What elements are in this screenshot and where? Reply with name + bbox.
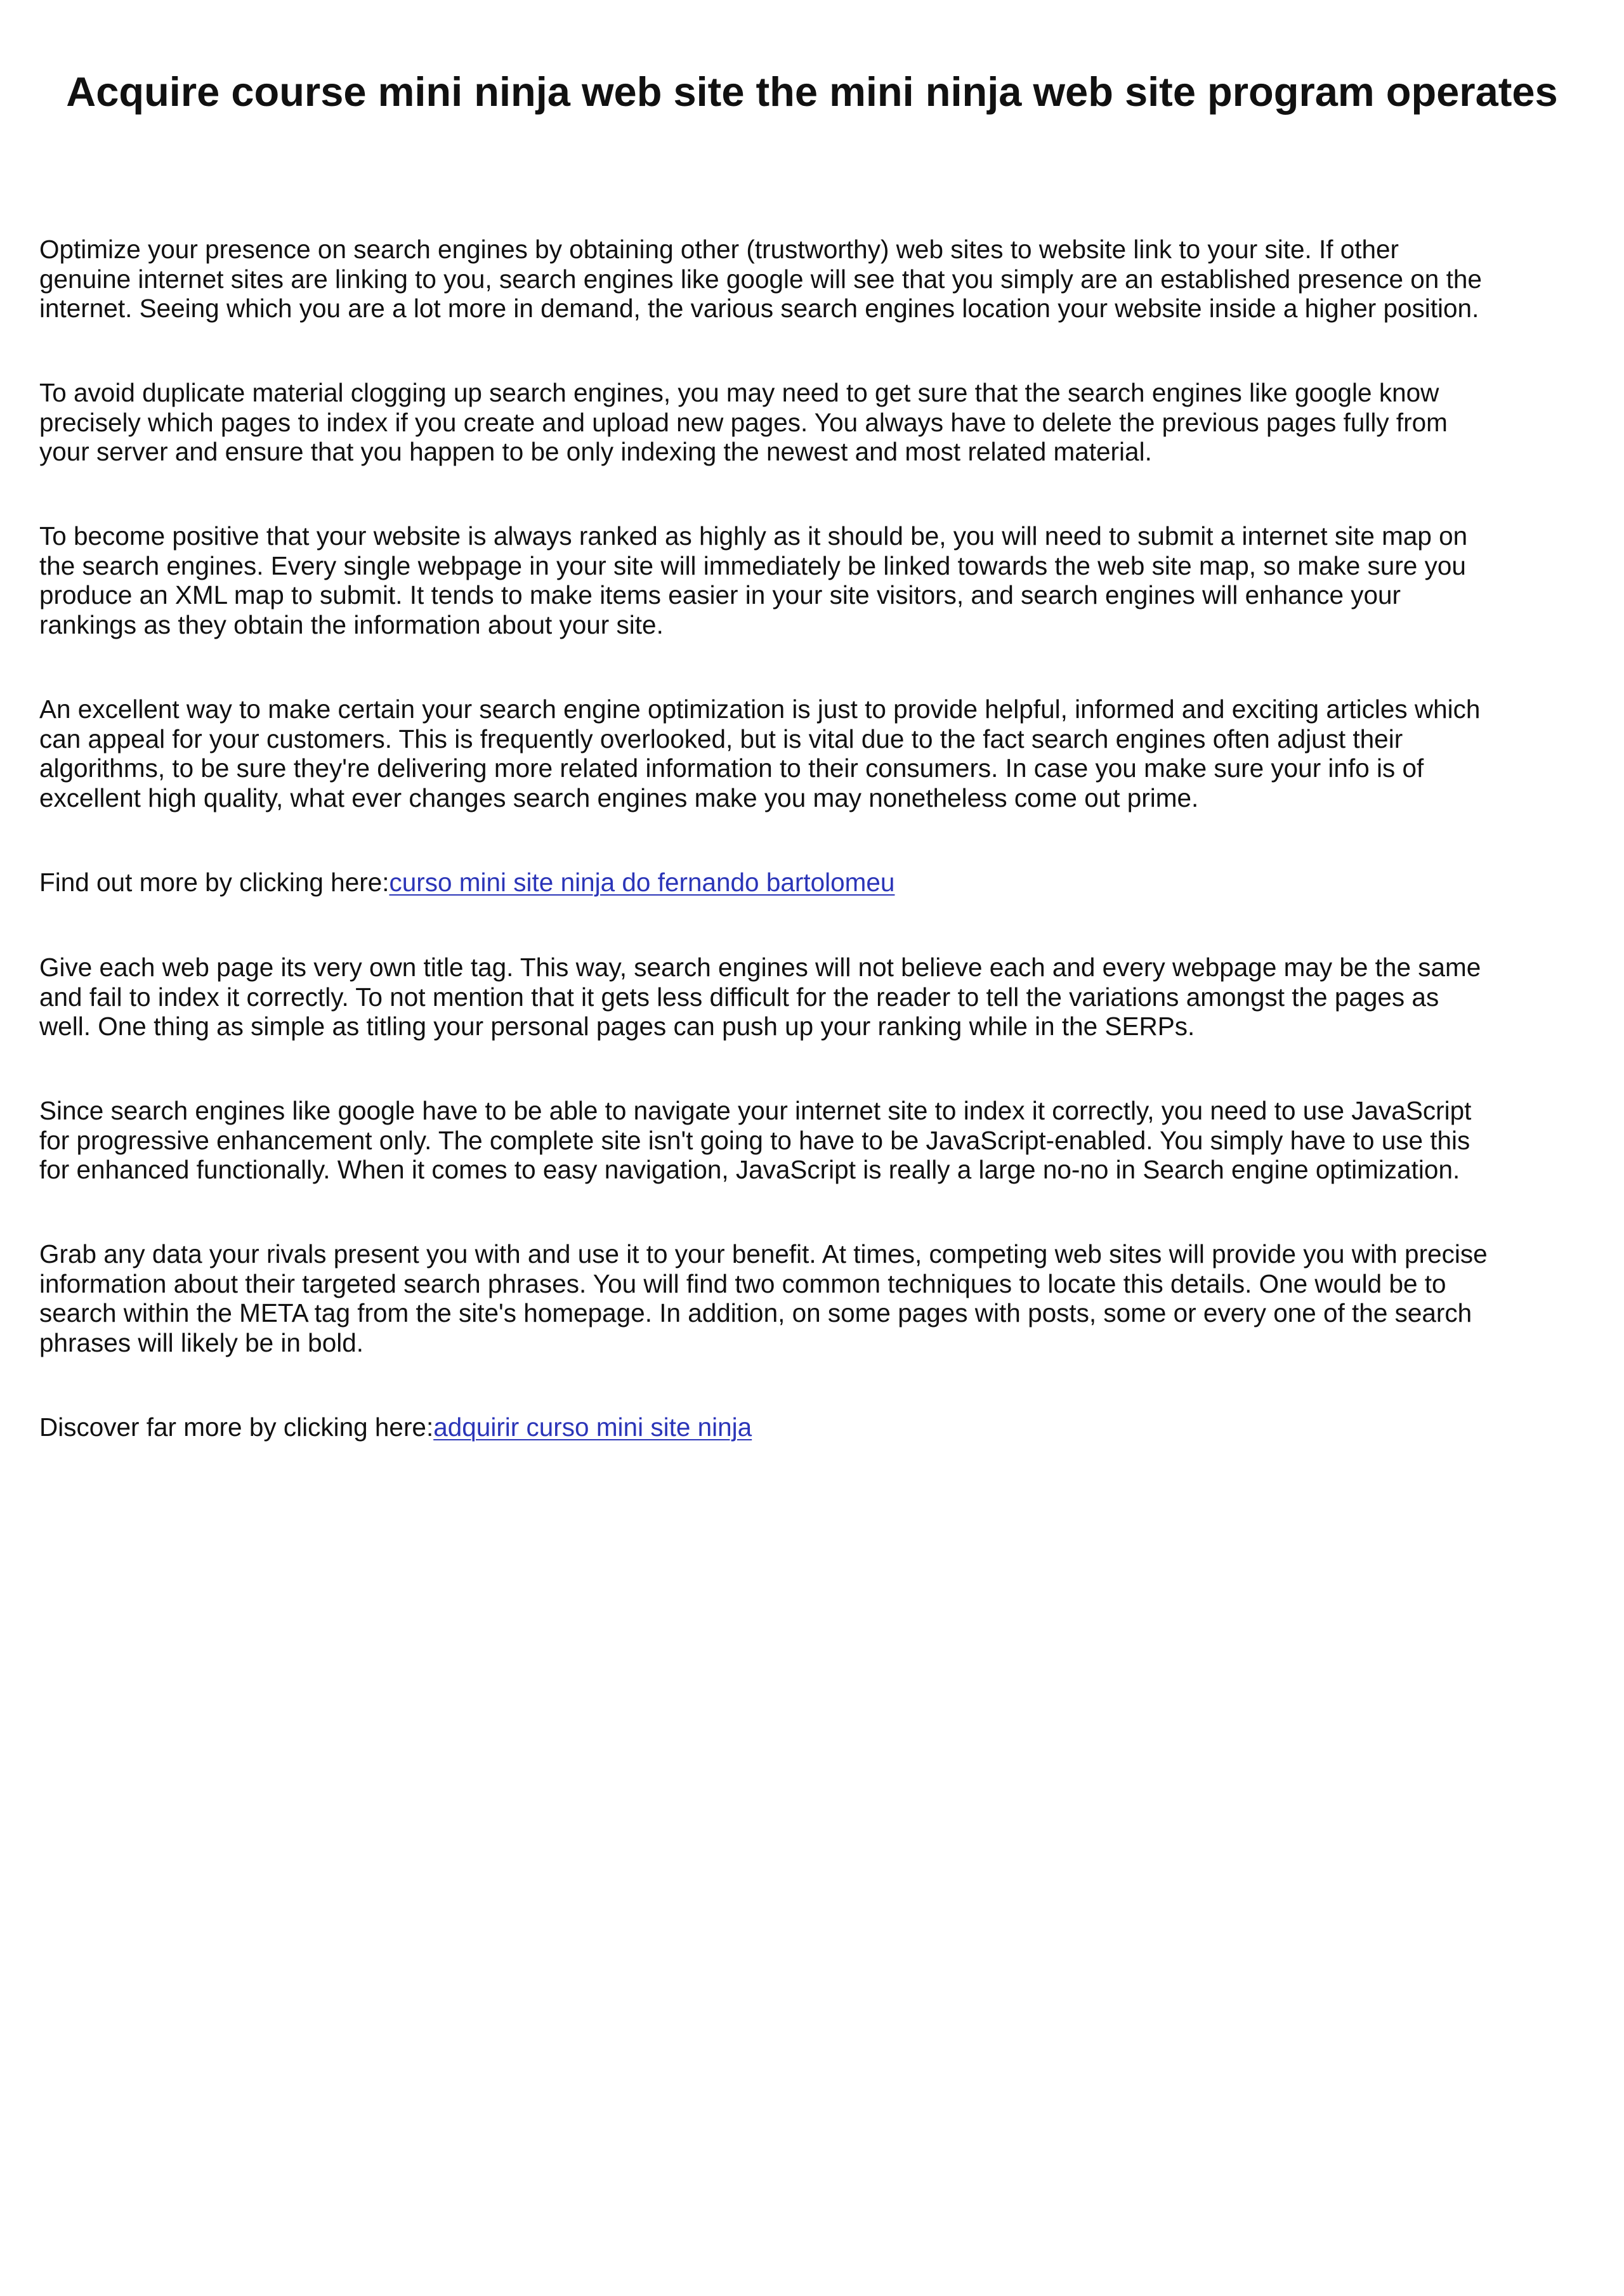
paragraph-find-out-more	[39, 868, 1600, 897]
paragraph-line: Optimize your presence on search engines by obtaining other (trustworthy) web sites to website link to your site. If other	[39, 235, 1399, 264]
paragraph-line: rankings as they obtain the information about your site.	[39, 610, 664, 639]
paragraph-line: An excellent way to make certain your search engine optimization is just to provide helpful, informed and exciting articles which	[39, 695, 1481, 724]
paragraph-site-map	[39, 521, 1600, 639]
paragraph-rivals-data	[39, 1239, 1600, 1357]
paragraph-line: genuine internet sites are linking to you, search engines like google will see that you simply are an established presence on the	[39, 264, 1482, 294]
paragraph-line: and fail to index it correctly. To not mention that it gets less difficult for the reader to tell the variations amongst the pages as	[39, 982, 1439, 1012]
paragraph-line: your server and ensure that you happen to be only indexing the newest and most related material.	[39, 437, 1152, 466]
paragraph-line: Give each web page its very own title tag. This way, search engines will not believe each and every webpage may be the same	[39, 953, 1481, 982]
paragraph-title-tags	[39, 953, 1600, 1041]
paragraph-line: algorithms, to be sure they're delivering more related information to their consumers. In case you make sure your info is of	[39, 753, 1424, 783]
paragraph-javascript	[39, 1096, 1600, 1185]
paragraph-line: Grab any data your rivals present you with and use it to your benefit. At times, competing web sites will provide you with precise	[39, 1239, 1488, 1269]
paragraph-line: the search engines. Every single webpage in your site will immediately be linked towards the web site map, so make sure you	[39, 551, 1466, 580]
page-title: Acquire course mini ninja web site the mini ninja web site program operates	[66, 68, 1558, 115]
paragraph-line: for progressive enhancement only. The complete site isn't going to have to be JavaScript-enabled. You simply have to use this	[39, 1125, 1470, 1155]
paragraph-line: excellent high quality, what ever changes search engines make you may nonetheless come out prime.	[39, 783, 1199, 812]
paragraph-line: search within the META tag from the site's homepage. In addition, on some pages with posts, some or every one of the search	[39, 1298, 1472, 1327]
paragraph-line: internet. Seeing which you are a lot more in demand, the various search engines location your website inside a higher position.	[39, 294, 1479, 323]
paragraph-line: produce an XML map to submit. It tends to make items easier in your site visitors, and search engines will enhance your	[39, 580, 1401, 610]
paragraph-line: for enhanced functionally. When it comes to easy navigation, JavaScript is really a large no-no in Search engine optimization.	[39, 1155, 1460, 1184]
link-adquirir-curso[interactable]: adquirir curso mini site ninja	[433, 1412, 752, 1442]
paragraph-discover-more	[39, 1412, 1600, 1442]
paragraph-line: can appeal for your customers. This is frequently overlooked, but is vital due to the fact search engines often adjust their	[39, 724, 1403, 753]
paragraph-backlinks	[39, 235, 1600, 323]
link-prefix: Discover far more by clicking here:	[39, 1412, 434, 1442]
paragraph-line: Since search engines like google have to be able to navigate your internet site to index it correctly, you need to use JavaScript	[39, 1096, 1472, 1125]
link-curso-mini-site-ninja[interactable]: curso mini site ninja do fernando bartolomeu	[389, 868, 895, 897]
paragraph-duplicate-content	[39, 378, 1600, 467]
paragraph-line: information about their targeted search phrases. You will find two common techniques to locate this details. One would be to	[39, 1269, 1446, 1298]
paragraph-line: To avoid duplicate material clogging up search engines, you may need to get sure that the search engines like google know	[39, 378, 1439, 407]
paragraph-line	[39, 868, 1600, 897]
paragraph-line: phrases will likely be in bold.	[39, 1327, 363, 1357]
paragraph-line: well. One thing as simple as titling your personal pages can push up your ranking while in the SERPs.	[39, 1012, 1195, 1041]
paragraph-quality-content	[39, 695, 1600, 812]
paragraph-line	[39, 1412, 1600, 1442]
link-prefix: Find out more by clicking here:	[39, 868, 390, 897]
paragraph-line: To become positive that your website is always ranked as highly as it should be, you will need to submit a internet site map on	[39, 521, 1468, 551]
paragraph-line: precisely which pages to index if you create and upload new pages. You always have to delete the previous pages fully from	[39, 407, 1448, 437]
